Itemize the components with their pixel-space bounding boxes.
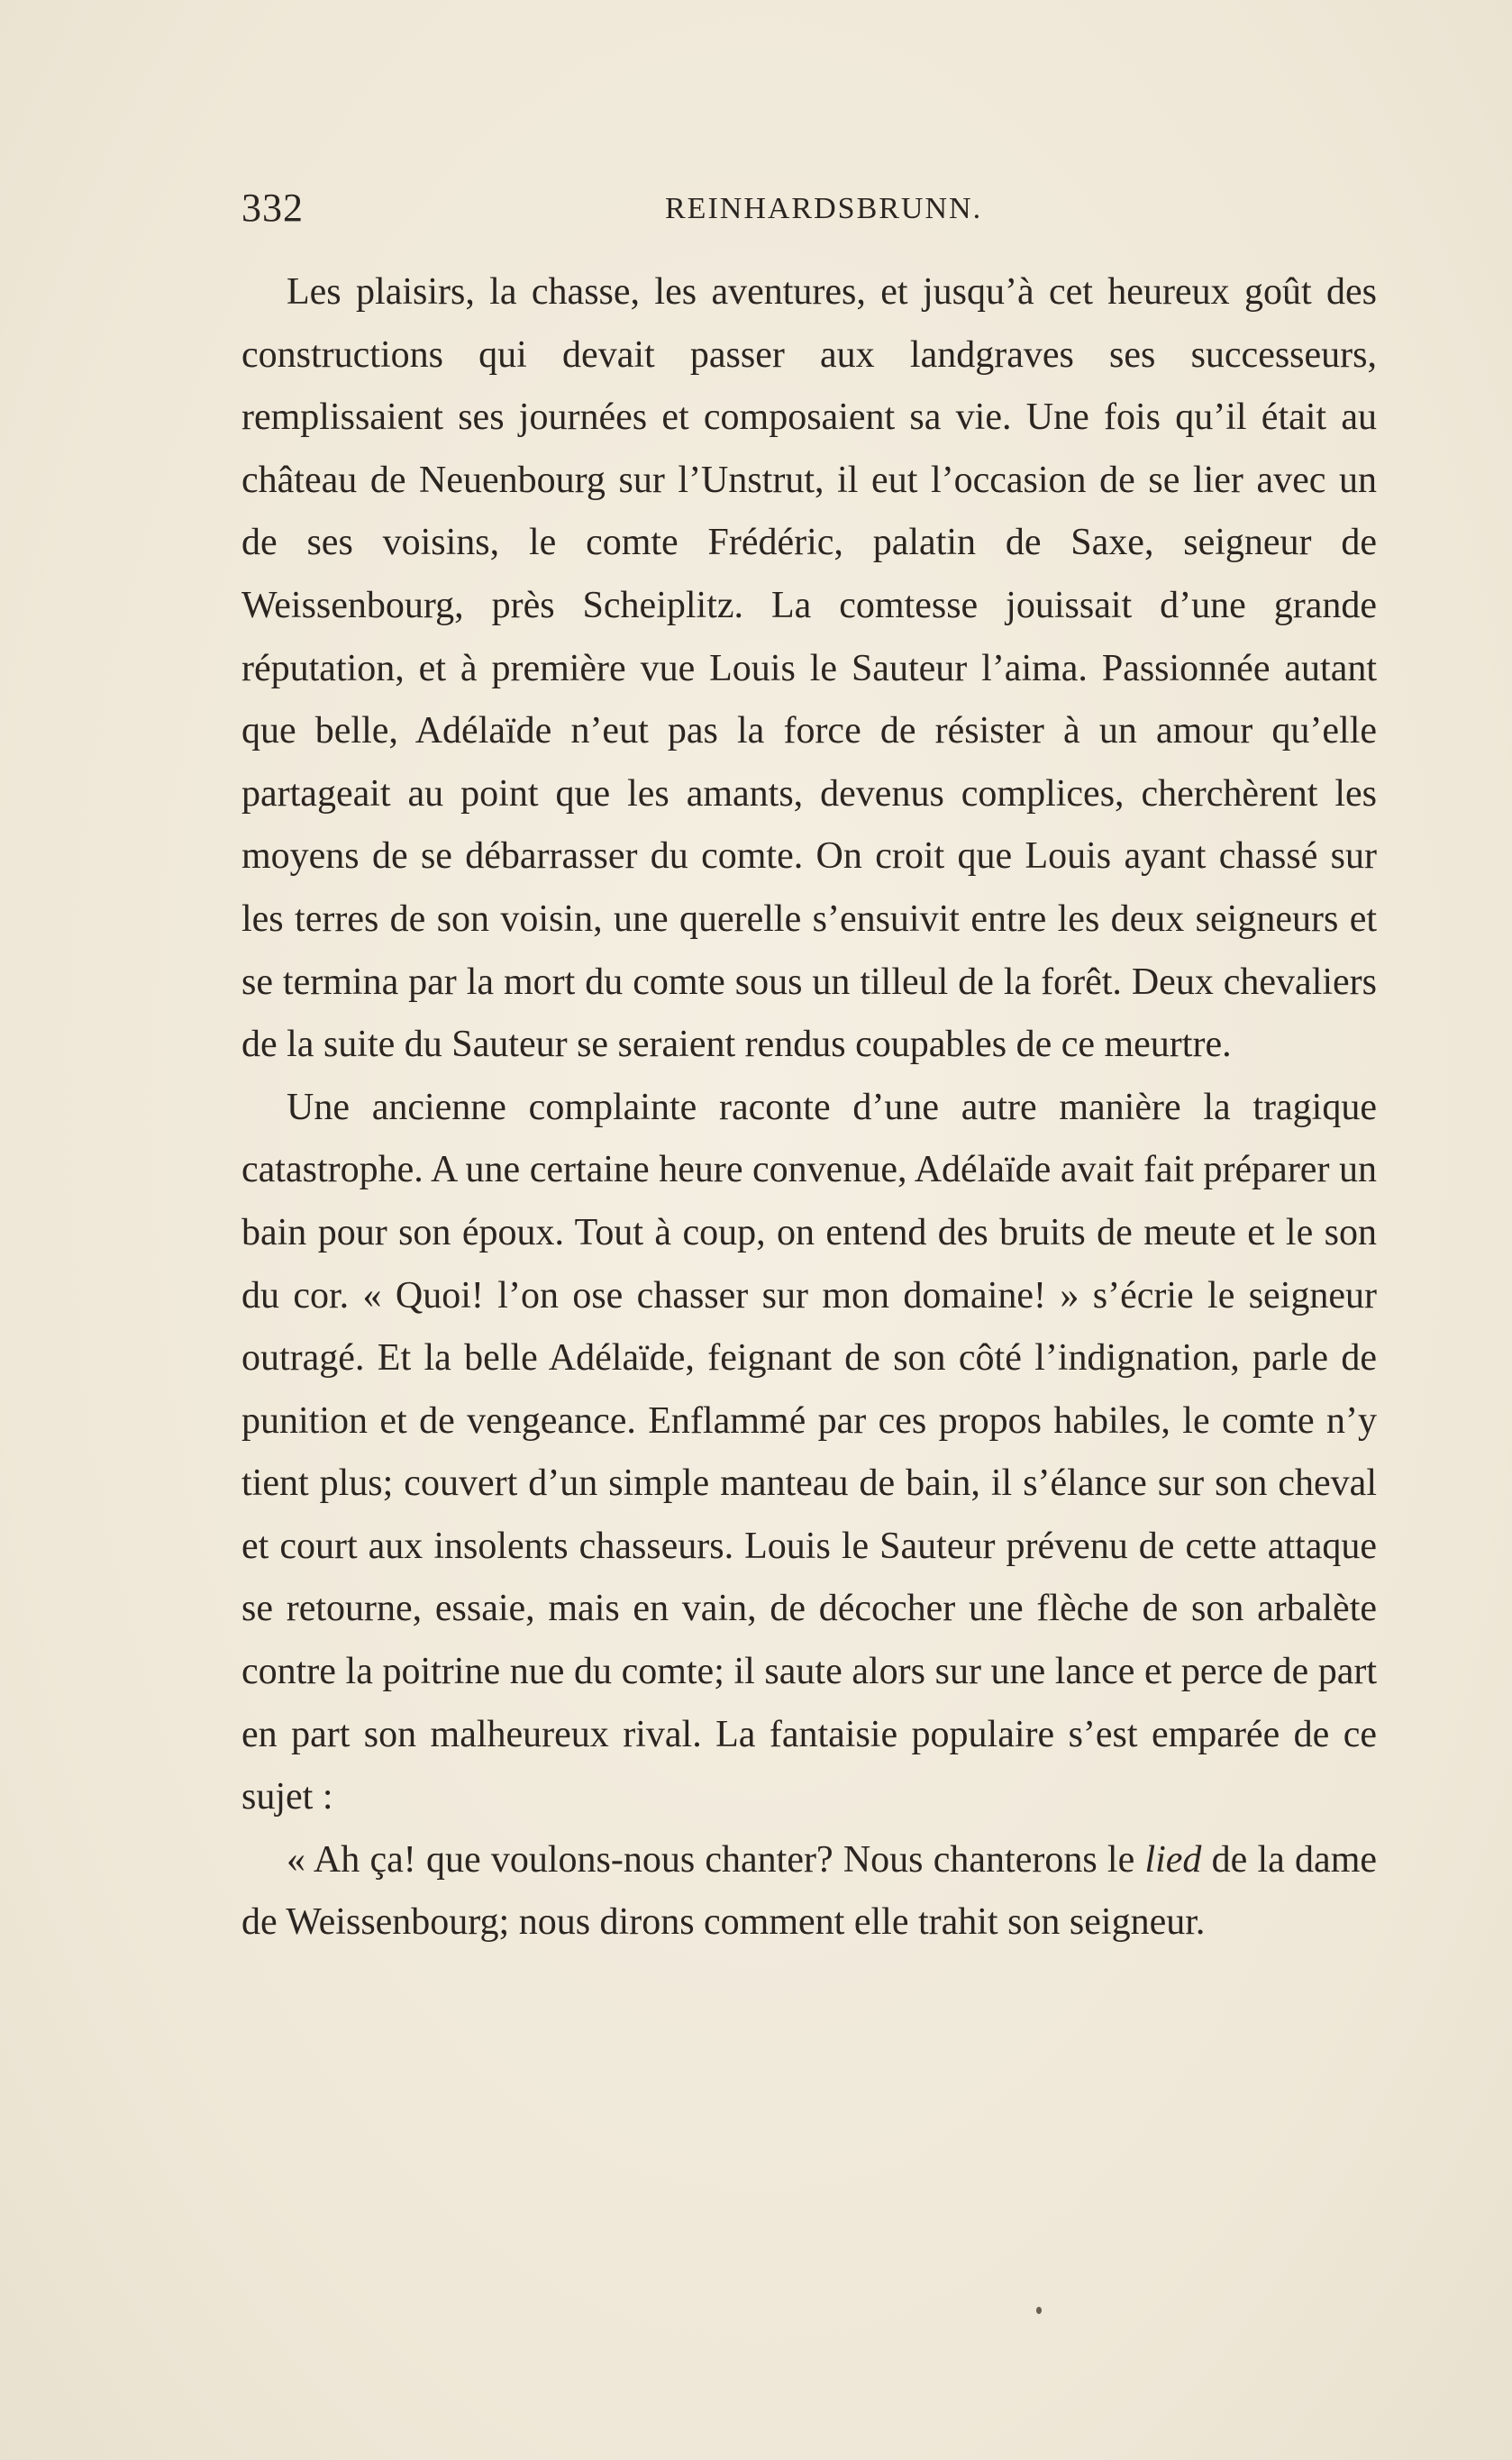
page-header	[241, 185, 1377, 239]
ink-speck	[1036, 2307, 1042, 2314]
italic-word-lied: lied	[1144, 1838, 1202, 1881]
paragraph-2: Une ancienne complainte raconte d’une autre manière la tragique catastrophe. A une certaine heure convenue, Adélaïde avait fait préparer un bain pour son époux. Tout à coup, on entend des bruits de meute et le son du cor. « Quoi! l’on ose chasser sur mon domaine! » s’écrie le seigneur outragé. Et la belle Adélaïde, feignant de son côté l’indignation, parle de punition et de vengeance. Enflammé par ces propos habiles, le comte n’y tient plus; couvert d’un simple manteau de bain, il s’élance sur son cheval et court aux insolents chasseurs. Louis le Sauteur prévenu de cette attaque se retourne, essaie, mais en vain, de décocher une flèche de son arbalète contre la poitrine nue du comte; il saute alors sur une lance et perce de part en part son malheureux rival. La fantaisie populaire s’est emparée de ce sujet :	[241, 1086, 1377, 1818]
paragraph-1: Les plaisirs, la chasse, les aventures, et jusqu’à cet heureux goût des constructions qui devait passer aux landgraves ses successeurs, remplissaient ses journées et composaient sa vie. Une fois qu’il était au château de Neuenbourg sur l’Unstrut, il eut l’occasion de se lier avec un de ses voisins, le comte Frédéric, palatin de Saxe, seigneur de Weissenbourg, près Scheiplitz. La comtesse jouissait d’une grande réputation, et à première vue Louis le Sauteur l’aima. Passionnée autant que belle, Adélaïde n’eut pas la force de résister à un amour qu’elle partageait au point que les amants, devenus complices, cherchèrent les moyens de se débarrasser du comte. On croit que Louis ayant chassé sur les terres de son voisin, une querelle s’ensuivit entre les deux seigneurs et se termina par la mort du comte sous un tilleul de la forêt. Deux chevaliers de la suite du Sauteur se seraient rendus coupables de ce meurtre.	[241, 271, 1377, 1066]
paragraph-3-start: « Ah ça! que voulons-nous chanter? Nous chanterons le	[287, 1838, 1145, 1881]
paragraph-3	[241, 1829, 1377, 1954]
page-number: 332	[241, 186, 304, 230]
running-title: REINHARDSBRUNN.	[665, 192, 983, 225]
body-text	[241, 261, 1377, 1954]
paragraph-3-end: de la dame de Weissenbourg; nous dirons comment elle trahit son seigneur.	[241, 1838, 1378, 1944]
